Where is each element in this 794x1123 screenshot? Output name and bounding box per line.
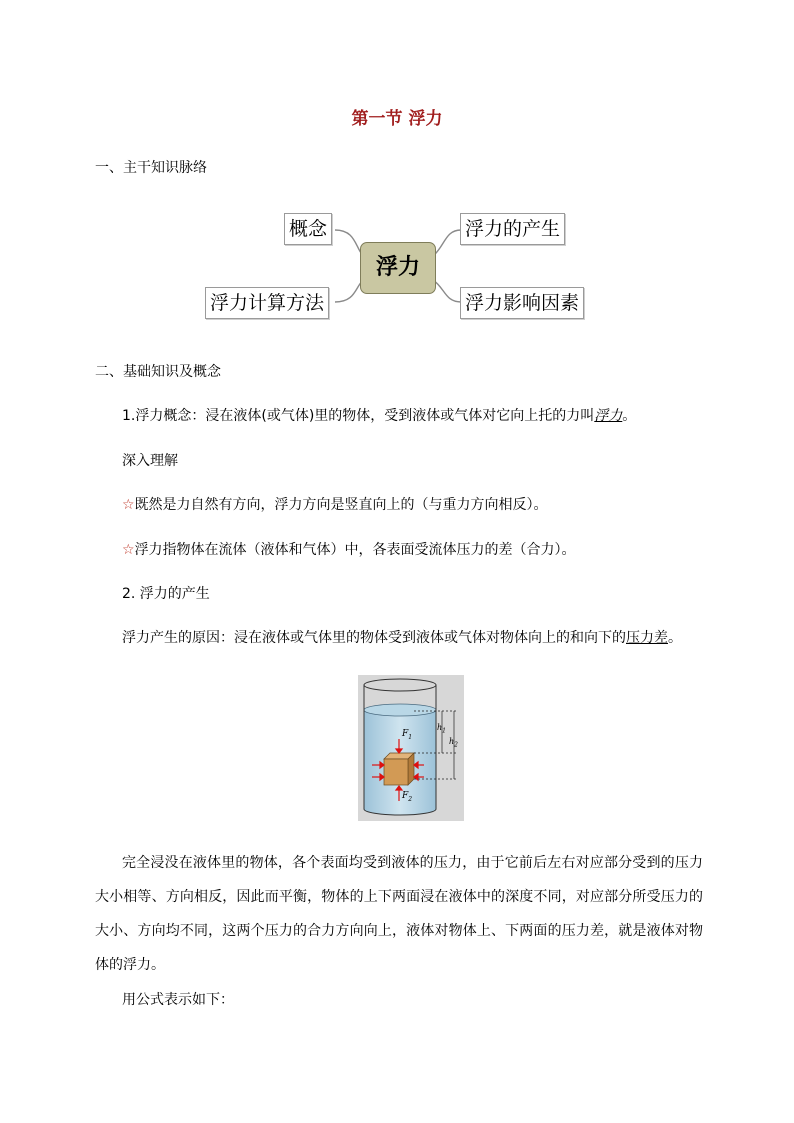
star-note-2: ☆浮力指物体在流体（液体和气体）中，各表面受流体压力的差（合力）。 [122,542,576,558]
concept-definition: 1.浮力概念：浸在液体(或气体)里的物体，受到液体或气体对它向上托的力叫浮力。 [122,408,637,424]
mind-map-node-concept: 概念 [284,213,332,245]
star-icon: ☆ [122,542,135,558]
section-heading-basics: 二、基础知识及概念 [95,364,221,380]
label-f1: $F_1$ [402,729,413,741]
mind-map-node-factors: 浮力影响因素 [460,287,584,319]
mind-map-node-calculation: 浮力计算方法 [205,287,329,319]
mind-map-node-generation: 浮力的产生 [460,213,565,245]
star-note-1: ☆既然是力自然有方向，浮力方向是竖直向上的（与重力方向相反）。 [122,497,548,513]
generation-heading: 2. 浮力的产生 [122,586,210,602]
mind-map-center: 浮力 [360,242,436,294]
label-h1: $h_1$ [437,723,446,735]
explanation-paragraph: 完全浸没在液体里的物体，各个表面均受到液体的压力，由于它前后左右对应部分受到的压力大小相等、方向相反，因此而平衡，物体的上下两面浸在液体中的深度不同，对应部分所受压力的大小、方向均不同，这两个压力的合力方向向上，液体对物体上、下两面的压力差，就是液体对物体的浮力。 [95,855,703,973]
term-pressure-difference: 压力差 [626,630,668,646]
label-h2: $h_2$ [449,737,458,749]
buoyancy-figure [358,675,464,821]
deep-understanding-title: 深入理解 [122,453,178,469]
mind-map [195,196,605,336]
term-buoyancy: 浮力 [594,408,623,424]
formula-intro: 用公式表示如下： [122,992,234,1008]
section-heading-structure: 一、主干知识脉络 [95,160,207,176]
page-title: 第一节 浮力 [351,109,443,129]
star-icon: ☆ [122,497,135,513]
cause-sentence: 浮力产生的原因：浸在液体或气体里的物体受到液体或气体对物体向上的和向下的压力差。 [122,630,682,646]
label-f2: $F_2$ [402,791,413,803]
